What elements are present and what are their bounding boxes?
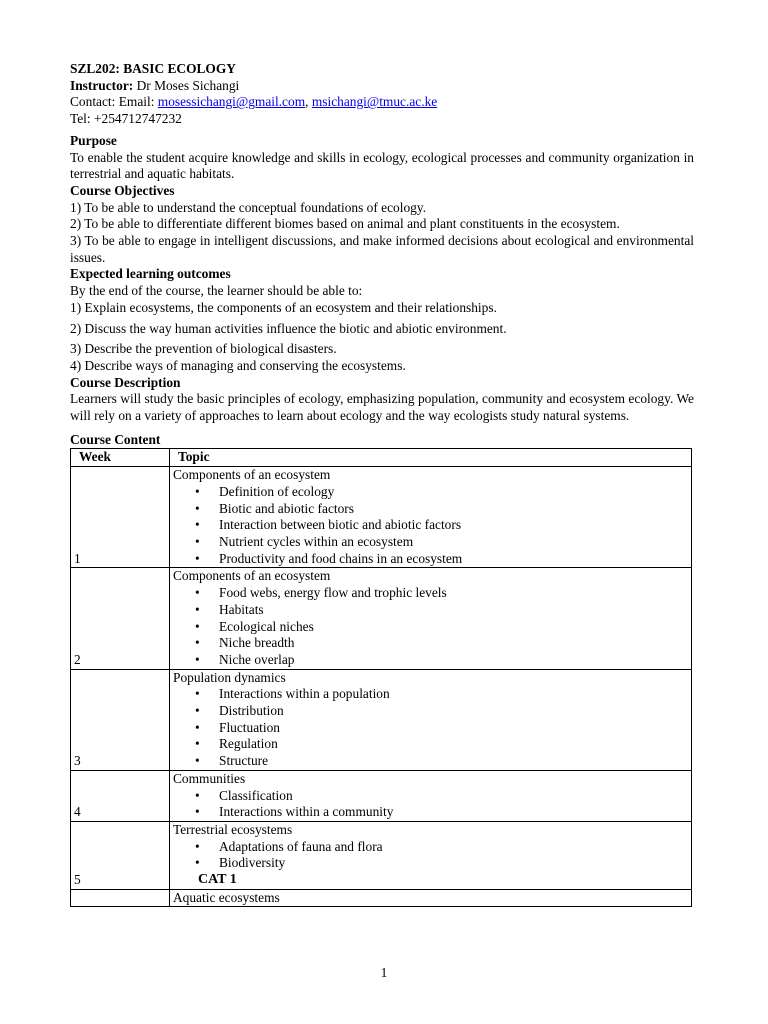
course-content-table bbox=[70, 448, 692, 907]
list-item: • Productivity and food chains in an ecosystem bbox=[219, 551, 691, 568]
telephone-line: Tel: +254712747232 bbox=[70, 111, 182, 127]
week-cell bbox=[71, 568, 170, 669]
table-row bbox=[71, 889, 692, 907]
objective-item: 3) To be able to engage in intelligent discussions, and make informed decisions about ecological and environmental issues. bbox=[70, 233, 694, 265]
week-cell bbox=[71, 467, 170, 568]
topic-cell bbox=[170, 770, 692, 821]
outcomes-intro: By the end of the course, the learner should be able to: bbox=[70, 283, 363, 299]
list-item: • Distribution bbox=[219, 703, 691, 720]
purpose-heading: Purpose bbox=[70, 132, 117, 148]
contact-line bbox=[70, 94, 694, 111]
list-item: • Food webs, energy flow and trophic levels bbox=[219, 585, 691, 602]
topic-title: Population dynamics bbox=[173, 669, 286, 685]
instructor-line bbox=[70, 78, 694, 95]
topic-cell bbox=[170, 568, 692, 669]
list-item: • Habitats bbox=[219, 602, 691, 619]
email-link-gmail[interactable]: mosessichangi@gmail.com bbox=[157, 94, 306, 110]
instructor-label: Instructor: bbox=[70, 77, 134, 93]
purpose-text: To enable the student acquire knowledge and skills in ecology, ecological processes and community organization in terrestrial and aquatic habitats. bbox=[70, 149, 694, 182]
course-title: SZL202: BASIC ECOLOGY bbox=[70, 61, 236, 76]
list-item: • Nutrient cycles within an ecosystem bbox=[219, 534, 691, 551]
description-heading: Course Description bbox=[70, 374, 181, 390]
topic-bullets bbox=[173, 484, 691, 568]
objectives-heading: Course Objectives bbox=[70, 182, 175, 198]
list-item: • Fluctuation bbox=[219, 720, 691, 737]
list-item: • Interaction between biotic and abiotic factors bbox=[219, 517, 691, 534]
list-item: • Regulation bbox=[219, 736, 691, 753]
week-number: 5 bbox=[74, 872, 81, 888]
page-number: 1 bbox=[380, 965, 388, 980]
topic-bullets bbox=[173, 839, 691, 872]
topic-bullets bbox=[173, 788, 691, 821]
week-cell bbox=[71, 821, 170, 889]
column-header-topic: Topic bbox=[170, 449, 692, 467]
topic-title: Components of an ecosystem bbox=[173, 467, 331, 483]
topic-title: Aquatic ecosystems bbox=[173, 889, 280, 905]
contact-label: Contact: Email: bbox=[70, 94, 155, 110]
list-item: • Niche breadth bbox=[219, 635, 691, 652]
topic-title: Terrestrial ecosystems bbox=[173, 821, 293, 837]
outcomes-heading: Expected learning outcomes bbox=[70, 266, 231, 282]
topic-cell bbox=[170, 889, 692, 907]
objective-item: 1) To be able to understand the conceptual foundations of ecology. bbox=[70, 199, 427, 215]
table-row bbox=[71, 669, 692, 770]
table-row bbox=[71, 568, 692, 669]
list-item: • Biodiversity bbox=[219, 855, 691, 872]
list-item: • Interactions within a population bbox=[219, 686, 691, 703]
topic-title: Communities bbox=[173, 770, 246, 786]
topic-cell bbox=[170, 821, 692, 889]
cat-label: CAT 1 bbox=[198, 872, 237, 888]
outcome-item: 3) Describe the prevention of biological disasters. bbox=[70, 341, 337, 357]
week-cell bbox=[71, 889, 170, 907]
outcome-item: 4) Describe ways of managing and conserving the ecosystems. bbox=[70, 357, 406, 373]
document-body bbox=[70, 61, 694, 907]
table-row bbox=[71, 821, 692, 889]
description-text: Learners will study the basic principles of ecology, emphasizing population, community and ecosystem ecology. We will rely on a variety of approaches to learn about ecology and the way ecologists study natural systems. bbox=[70, 391, 694, 424]
topic-cell bbox=[170, 467, 692, 568]
outcome-item: 2) Discuss the way human activities influence the biotic and abiotic environment. bbox=[70, 320, 507, 336]
topic-bullets bbox=[173, 585, 691, 669]
week-cell bbox=[71, 669, 170, 770]
outcome-item: 1) Explain ecosystems, the components of an ecosystem and their relationships. bbox=[70, 299, 497, 315]
list-item: • Structure bbox=[219, 753, 691, 770]
list-item: • Niche overlap bbox=[219, 652, 691, 669]
list-item: • Classification bbox=[219, 788, 691, 805]
week-number: 1 bbox=[74, 550, 81, 566]
week-cell bbox=[71, 770, 170, 821]
week-number: 4 bbox=[74, 804, 81, 820]
instructor-name: Dr Moses Sichangi bbox=[136, 77, 240, 93]
column-header-week: Week bbox=[71, 449, 170, 467]
list-item: • Adaptations of fauna and flora bbox=[219, 839, 691, 856]
objective-item: 2) To be able to differentiate different biomes based on animal and plant constituents in the ecosystem. bbox=[70, 216, 620, 232]
list-item: • Biotic and abiotic factors bbox=[219, 501, 691, 518]
table-row bbox=[71, 467, 692, 568]
topic-bullets bbox=[173, 686, 691, 770]
email-separator: , bbox=[305, 94, 309, 110]
table-header-row bbox=[71, 449, 692, 467]
table-row bbox=[71, 770, 692, 821]
week-number: 2 bbox=[74, 651, 81, 667]
course-content-heading: Course Content bbox=[70, 431, 161, 447]
week-number: 3 bbox=[74, 753, 81, 769]
list-item: • Ecological niches bbox=[219, 619, 691, 636]
list-item: • Definition of ecology bbox=[219, 484, 691, 501]
topic-cell bbox=[170, 669, 692, 770]
list-item: • Interactions within a community bbox=[219, 804, 691, 821]
topic-title: Components of an ecosystem bbox=[173, 568, 331, 584]
email-link-tmuc[interactable]: msichangi@tmuc.ac.ke bbox=[311, 94, 438, 110]
